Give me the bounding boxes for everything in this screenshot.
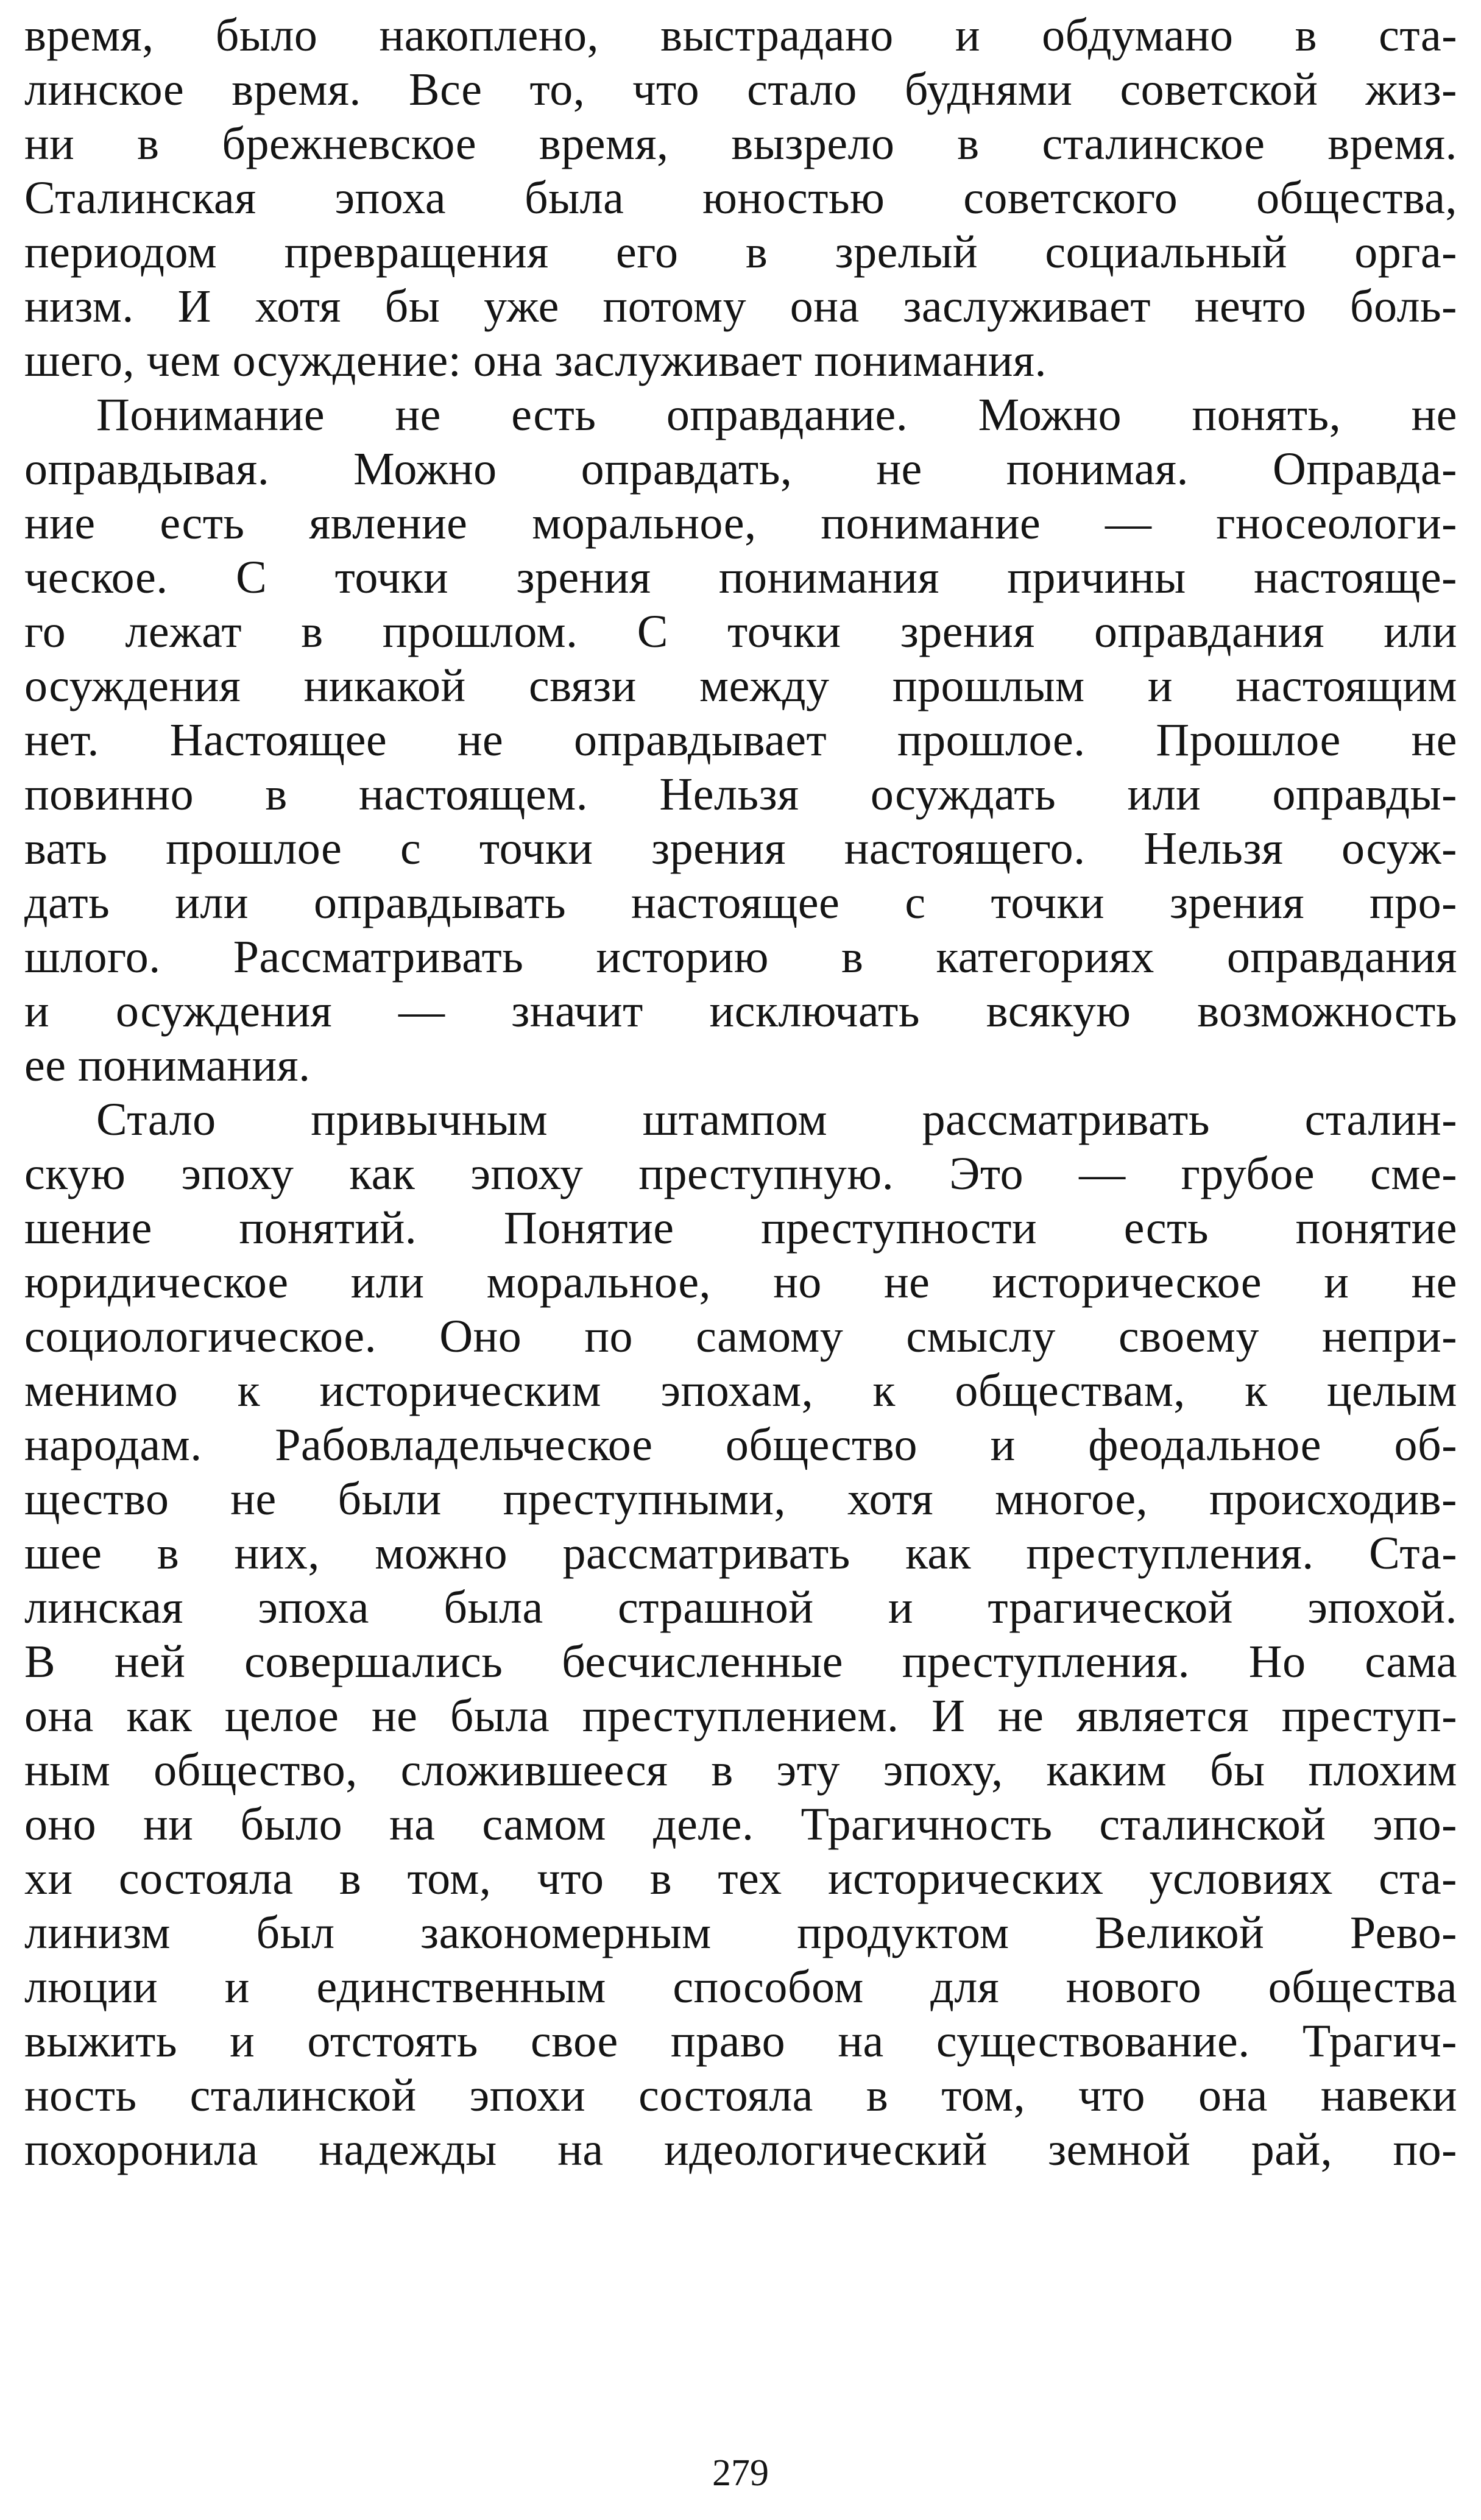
text-line: периодом превращения его в зрелый социальный орга- <box>24 227 1457 278</box>
text-line: шее в них, можно рассматривать как преступления. Ста- <box>24 1528 1457 1579</box>
text-line: дать или оправдывать настоящее с точки зрения про- <box>24 877 1457 928</box>
text-line: го лежат в прошлом. С точки зрения оправдания или <box>24 606 1457 657</box>
text-line: Понимание не есть оправдание. Можно понять, не <box>96 389 1457 440</box>
text-line: повинно в настоящем. Нельзя осуждать или оправды- <box>24 769 1457 820</box>
page-number: 279 <box>712 2452 769 2494</box>
body-text <box>24 9 1457 2177</box>
text-line: менимо к историческим эпохам, к обществам, к целым <box>24 1365 1457 1416</box>
text-line: похоронила надежды на идеологический земной рай, по- <box>24 2124 1457 2175</box>
text-line: скую эпоху как эпоху преступную. Это — грубое сме- <box>24 1148 1457 1199</box>
text-line: оно ни было на самом деле. Трагичность сталинской эпо- <box>24 1799 1457 1850</box>
text-line: ным общество, сложившееся в эту эпоху, каким бы плохим <box>24 1745 1457 1796</box>
text-line: ческое. С точки зрения понимания причины настояще- <box>24 552 1457 603</box>
text-line: юридическое или моральное, но не историческое и не <box>24 1257 1457 1308</box>
text-line: народам. Рабовладельческое общество и феодальное об- <box>24 1419 1457 1470</box>
text-line: и осуждения — значит исключать всякую возможность <box>24 986 1457 1037</box>
text-line: нет. Настоящее не оправдывает прошлое. Прошлое не <box>24 715 1457 766</box>
text-line: вать прошлое с точки зрения настоящего. Нельзя осуж- <box>24 823 1457 874</box>
text-line: линская эпоха была страшной и трагической эпохой. <box>24 1582 1457 1633</box>
text-line: она как целое не была преступлением. И не является преступ- <box>24 1690 1457 1742</box>
text-line: оправдывая. Можно оправдать, не понимая. Оправда- <box>24 443 1457 495</box>
text-line: хи состояла в том, что в тех исторических условиях ста- <box>24 1853 1457 1904</box>
text-line: ни в брежневское время, вызрело в сталинское время. <box>24 118 1457 169</box>
text-line: низм. И хотя бы уже потому она заслуживает нечто боль- <box>24 281 1457 332</box>
text-line: В ней совершались бесчисленные преступления. Но сама <box>24 1636 1457 1687</box>
text-line: шение понятий. Понятие преступности есть понятие <box>24 1202 1457 1254</box>
text-line: социологическое. Оно по самому смыслу своему непри- <box>24 1311 1457 1362</box>
text-line: люции и единственным способом для нового общества <box>24 1961 1457 2013</box>
text-line: ее понимания. <box>24 1040 311 1091</box>
text-line: шлого. Рассматривать историю в категориях оправдания <box>24 931 1457 983</box>
text-line: линизм был закономерным продуктом Великой Рево- <box>24 1907 1457 1958</box>
text-line: Стало привычным штампом рассматривать сталин- <box>96 1094 1457 1145</box>
text-line: шего, чем осуждение: она заслуживает понимания. <box>24 335 1047 386</box>
text-line: Сталинская эпоха была юностью советского общества, <box>24 172 1457 224</box>
text-line: ность сталинской эпохи состояла в том, что она навеки <box>24 2070 1457 2121</box>
text-line: ние есть явление моральное, понимание — гносеологи- <box>24 498 1457 549</box>
text-line: щество не были преступными, хотя многое, происходив- <box>24 1474 1457 1525</box>
text-line: линское время. Все то, что стало буднями советской жиз- <box>24 64 1457 115</box>
text-line: осуждения никакой связи между прошлым и настоящим <box>24 660 1457 711</box>
text-line: выжить и отстоять свое право на существование. Трагич- <box>24 2016 1457 2067</box>
text-line: время, было накоплено, выстрадано и обдумано в ста- <box>24 10 1457 61</box>
